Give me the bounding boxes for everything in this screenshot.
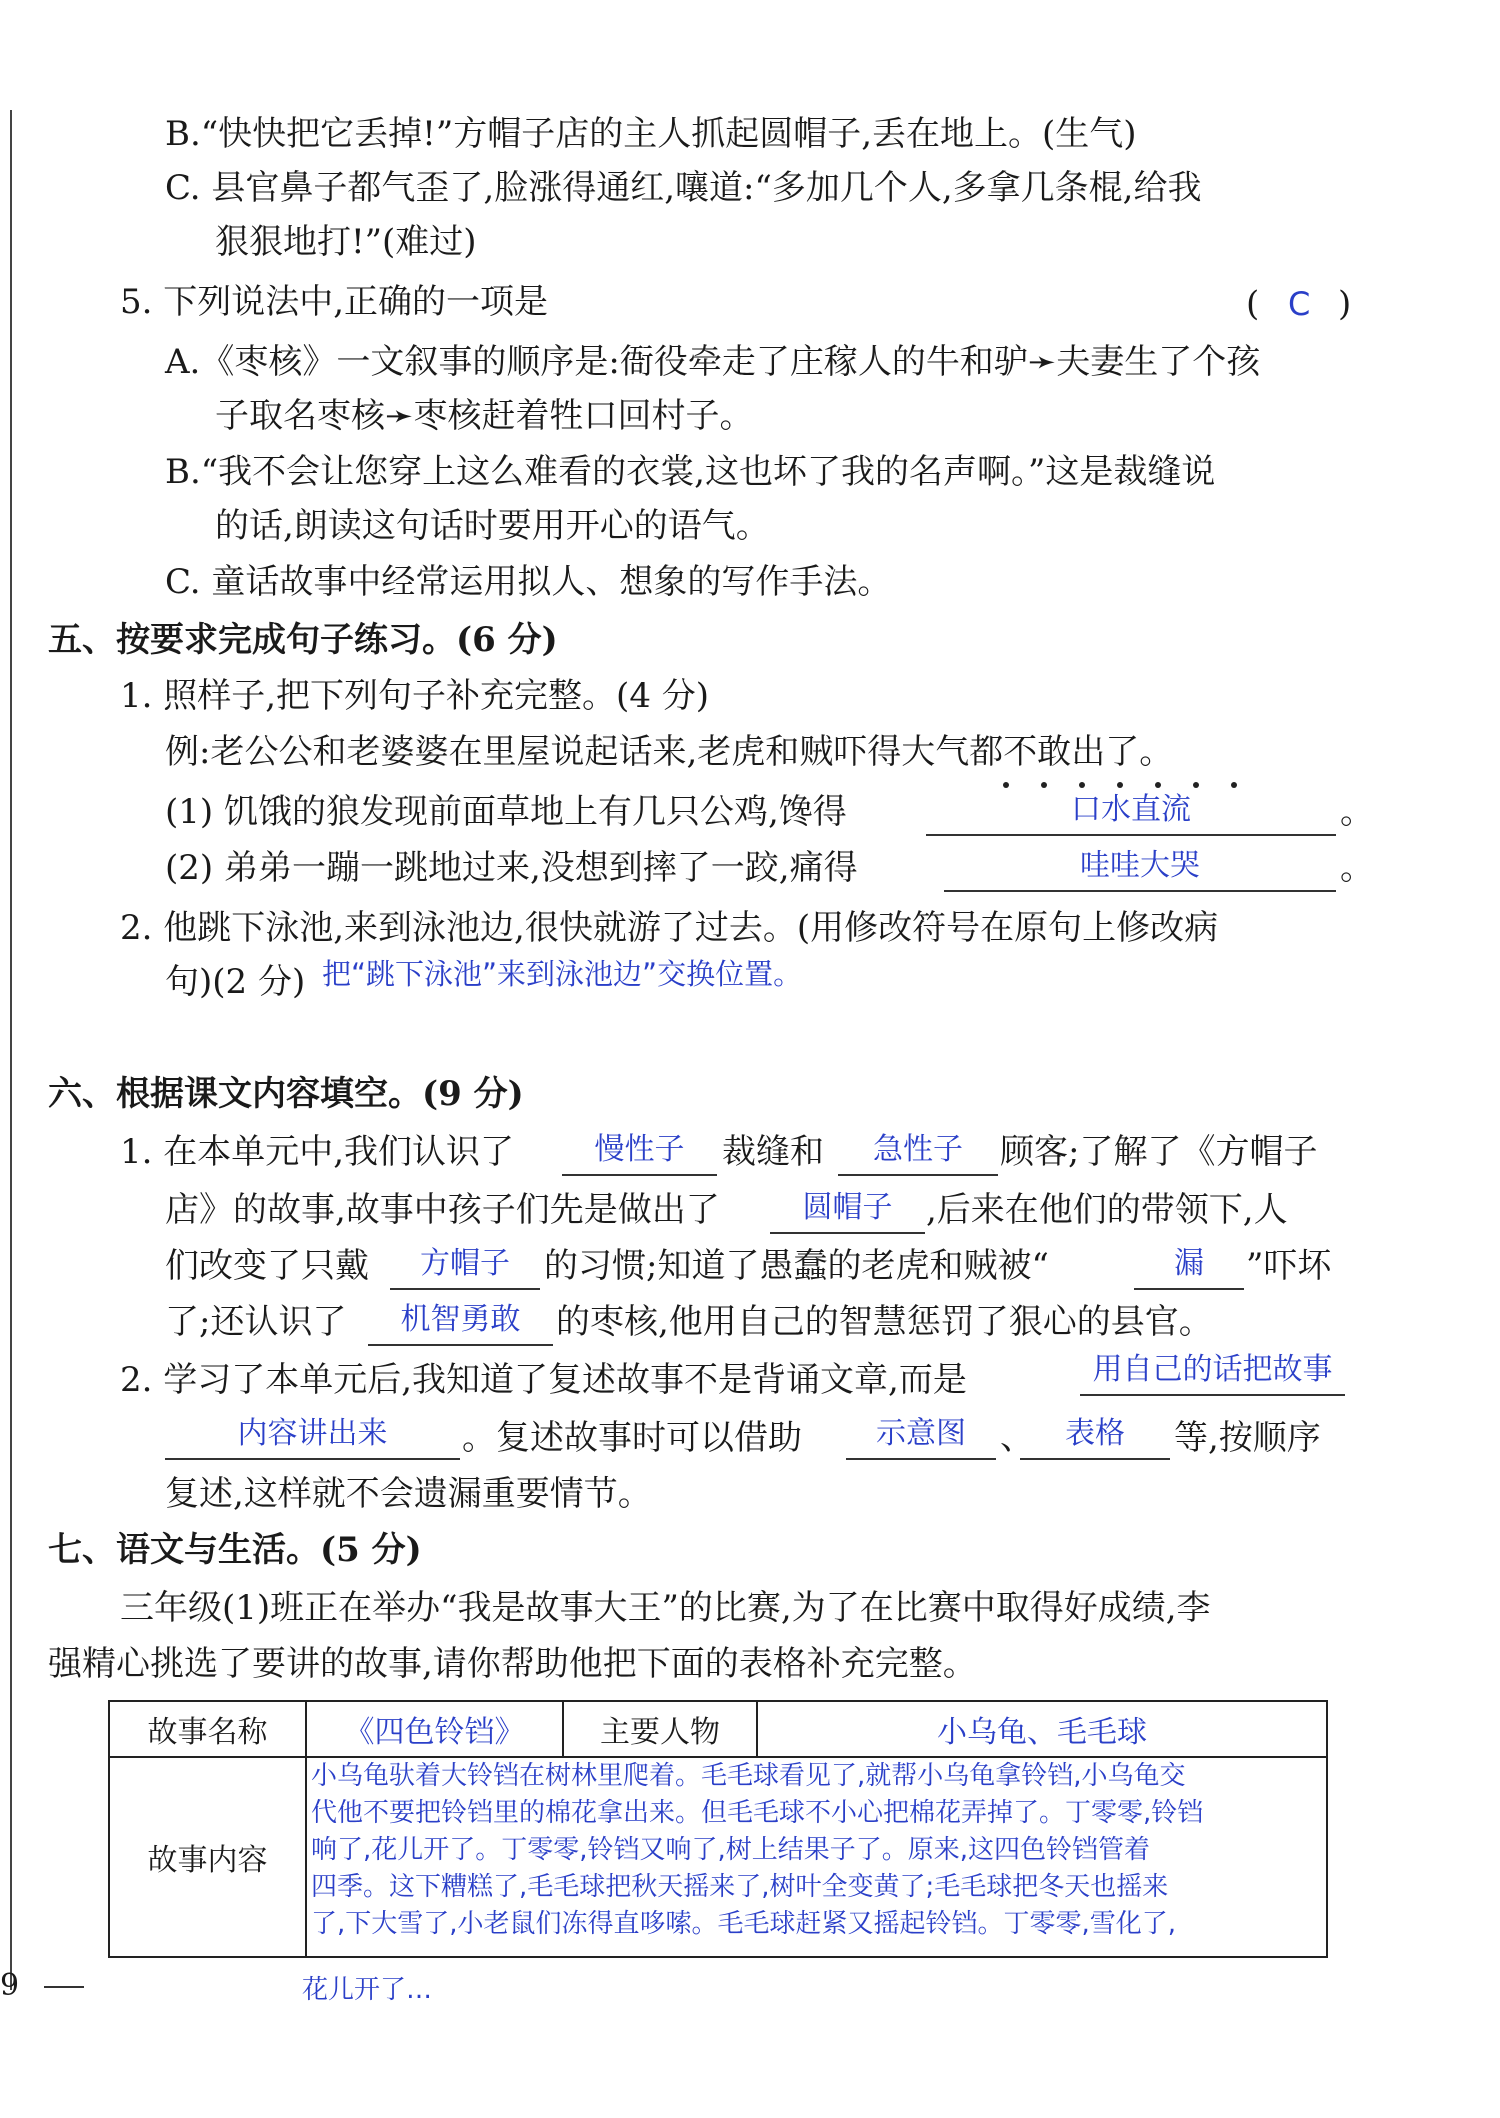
sec5-q2-line1: 2. 他跳下泳池,来到泳池边,很快就游了过去。(用修改符号在原句上修改病 — [120, 908, 1219, 948]
emphasis-dot — [1079, 782, 1085, 788]
emphasis-dot — [1193, 782, 1199, 788]
sec6-q1-part-d: 店》的故事,故事中孩子们先是做出了 — [165, 1190, 720, 1230]
sec5-item2-answer: 哇哇大哭 — [1080, 848, 1200, 883]
sec5-example: 例:老公公和老婆婆在里屋说起话来,老虎和贼吓得大气都不敢出了。 — [165, 732, 1174, 772]
emphasis-dot — [1041, 782, 1047, 788]
sec6-answer-9: 表格 — [1065, 1416, 1125, 1451]
sec7-intro-line1: 三年级(1)班正在举办“我是故事大王”的比赛,为了在比赛中取得好成绩,李 — [120, 1588, 1211, 1628]
sec6-answer-8: 示意图 — [876, 1416, 966, 1451]
q5-option-a-line2: 子取名枣核➛枣核赶着牲口回村子。 — [215, 396, 754, 436]
sec6-blank-3[interactable] — [770, 1188, 925, 1234]
sec5-item1-text: (1) 饥饿的狼发现前面草地上有几只公鸡,馋得 — [165, 792, 847, 832]
sec6-q1-part-b: 裁缝和 — [722, 1132, 824, 1172]
sec6-blank-9[interactable] — [1020, 1414, 1170, 1460]
value-story-content[interactable] — [306, 1757, 1327, 1957]
sec5-item2-blank[interactable] — [944, 846, 1336, 892]
sec6-q2-separator: 、 — [1000, 1418, 1034, 1458]
sec6-answer-7b: 内容讲出来 — [237, 1416, 388, 1451]
sec5-item1-blank[interactable] — [926, 790, 1336, 836]
sec6-q1-part-a: 1. 在本单元中,我们认识了 — [120, 1132, 515, 1172]
story-content-line: 响了,花儿开了。丁零零,铃铛又响了,树上结果子了。原来,这四色铃铛管着 — [311, 1835, 1151, 1865]
q4-option-b: B.“快快把它丢掉!”方帽子店的主人抓起圆帽子,丢在地上。(生气) — [165, 114, 1137, 154]
sec6-q2-part-b: 。复述故事时可以借助 — [462, 1418, 802, 1458]
sec6-blank-7b[interactable] — [165, 1414, 460, 1460]
sec5-item2-text: (2) 弟弟一蹦一跳地过来,没想到摔了一跤,痛得 — [165, 848, 858, 888]
sec5-item2-end: 。 — [1340, 848, 1374, 888]
sec5-q1-stem: 1. 照样子,把下列句子补充完整。(4 分) — [120, 676, 710, 716]
sec6-q1-part-h: ”吓坏 — [1246, 1246, 1332, 1286]
sec6-q1-part-j: 的枣核,他用自己的智慧惩罚了狠心的县官。 — [556, 1302, 1213, 1342]
sec6-q1-part-g: 的习惯;知道了愚蠢的老虎和贼被“ — [544, 1246, 1049, 1286]
section7-title: 七、语文与生活。(5 分) — [48, 1530, 422, 1570]
sec6-answer-4: 方帽子 — [420, 1246, 510, 1281]
sec7-intro-line2: 强精心挑选了要讲的故事,请你帮助他把下面的表格补充完整。 — [48, 1644, 977, 1684]
sec6-q2-part-c: 等,按顺序 — [1174, 1418, 1321, 1458]
story-content-line: 四季。这下糟糕了,毛毛球把秋天摇来了,树叶全变黄了;毛毛球把冬天也摇来 — [311, 1872, 1169, 1902]
sec6-blank-5[interactable] — [1134, 1244, 1244, 1290]
sec6-blank-8[interactable] — [846, 1414, 996, 1460]
story-content-line: 小乌龟驮着大铃铛在树林里爬着。毛毛球看见了,就帮小乌龟拿铃铛,小乌龟交 — [311, 1761, 1186, 1791]
story-content-overflow-line: 花儿开了… — [302, 1975, 433, 2005]
sec6-answer-5: 漏 — [1174, 1246, 1204, 1281]
sec6-answer-1: 慢性子 — [594, 1132, 685, 1167]
value-story-name[interactable]: 《四色铃铛》 — [306, 1701, 563, 1757]
sec5-q2-line2: 句)(2 分) — [165, 962, 306, 1002]
sec6-q1-part-c: 顾客;了解了《方帽子 — [1000, 1132, 1318, 1172]
sec6-answer-6: 机智勇敢 — [400, 1302, 521, 1337]
q5-paren-close: ) — [1338, 284, 1352, 324]
q5-paren-open: ( — [1246, 284, 1260, 324]
page-number: 9 — [0, 1968, 20, 2003]
header-story-name: 故事名称 — [109, 1701, 306, 1757]
emphasis-dot — [1003, 782, 1009, 788]
story-table — [108, 1700, 1328, 1958]
page-number-dash — [44, 1986, 84, 1988]
q5-option-a-line1: A.《枣核》一文叙事的顺序是:衙役牵走了庄稼人的牛和驴➛夫妻生了个孩 — [165, 342, 1261, 382]
q5-option-b-line2: 的话,朗读这句话时要用开心的语气。 — [215, 506, 770, 546]
q5-option-b-line1: B.“我不会让您穿上这么难看的衣裳,这也坏了我的名声啊。”这是裁缝说 — [165, 452, 1216, 492]
sec6-q1-part-e: ,后来在他们的带领下,人 — [926, 1190, 1288, 1230]
value-main-characters[interactable]: 小乌龟、毛毛球 — [757, 1701, 1327, 1757]
emphasis-dot — [1155, 782, 1161, 788]
story-content-line: 了,下大雪了,小老鼠们冻得直哆嗦。毛毛球赶紧又摇起铃铛。丁零零,雪化了, — [311, 1909, 1177, 1939]
sec6-answer-3: 圆帽子 — [802, 1190, 893, 1225]
section6-title: 六、根据课文内容填空。(9 分) — [48, 1074, 524, 1114]
sec6-q1-part-i: 了;还认识了 — [165, 1302, 347, 1342]
sec6-blank-4[interactable] — [390, 1244, 540, 1290]
sec6-blank-1[interactable] — [562, 1130, 717, 1176]
sec6-q2-part-d: 复述,这样就不会遗漏重要情节。 — [165, 1474, 652, 1514]
q4-option-c-line2: 狠狠地打!”(难过) — [215, 222, 477, 262]
q4-option-c-line1: C. 县官鼻子都气歪了,脸涨得通红,嚷道:“多加几个人,多拿几条棍,给我 — [165, 168, 1202, 208]
story-content-line: 代他不要把铃铛里的棉花拿出来。但毛毛球不小心把棉花弄掉了。丁零零,铃铛 — [311, 1798, 1204, 1828]
sec5-item1-end: 。 — [1340, 792, 1374, 832]
sec6-answer-2: 急性子 — [873, 1132, 963, 1167]
sec6-q1-part-f: 们改变了只戴 — [165, 1246, 369, 1286]
q5-stem: 5. 下列说法中,正确的一项是 — [120, 282, 549, 322]
q5-answer: C — [1288, 285, 1311, 323]
q5-option-c: C. 童话故事中经常运用拟人、想象的写作手法。 — [165, 562, 892, 602]
section5-title: 五、按要求完成句子练习。(6 分) — [48, 620, 558, 660]
sec5-q2-answer: 把“跳下泳池”来到泳池边”交换位置。 — [322, 957, 803, 991]
margin-line — [10, 110, 12, 1990]
sec6-q2-part-a: 2. 学习了本单元后,我知道了复述故事不是背诵文章,而是 — [120, 1360, 967, 1400]
emphasis-dot — [1117, 782, 1123, 788]
sec6-blank-6[interactable] — [368, 1300, 553, 1346]
sec6-blank-2[interactable] — [838, 1130, 998, 1176]
sec5-item1-answer: 口水直流 — [1071, 792, 1191, 827]
header-main-characters: 主要人物 — [563, 1701, 757, 1757]
sec6-answer-7a: 用自己的话把故事 — [1092, 1352, 1333, 1387]
header-story-content: 故事内容 — [109, 1757, 306, 1957]
emphasis-dot — [1231, 782, 1237, 788]
sec6-blank-7a[interactable] — [1080, 1350, 1345, 1396]
